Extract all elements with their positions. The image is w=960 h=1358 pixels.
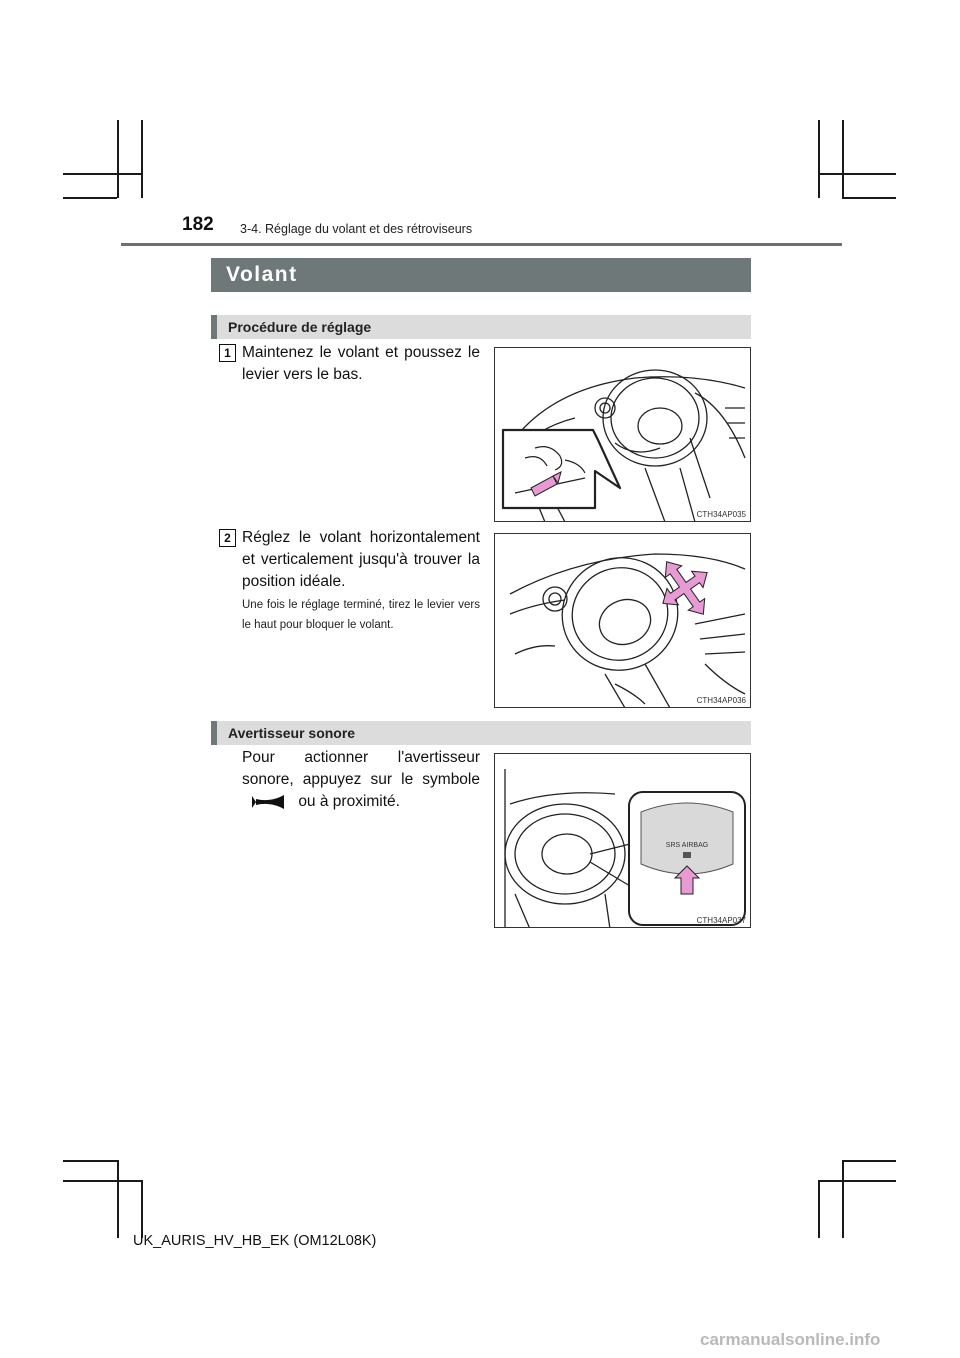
figure-horn <box>494 753 751 928</box>
step-1-text: Maintenez le volant et poussez le levier vers le bas. <box>242 344 480 383</box>
crop-mark <box>818 173 896 175</box>
crop-mark <box>818 1180 896 1182</box>
airbag-label: SRS AIRBAG <box>665 842 709 849</box>
crop-mark <box>63 197 117 199</box>
crop-mark <box>842 1160 896 1162</box>
crop-mark <box>63 1160 117 1162</box>
figure-steering-adjust <box>494 533 751 708</box>
figure-steering-lever <box>494 347 751 522</box>
step-2-note: Une fois le réglage terminé, tirez le levier vers le haut pour bloquer le volant. <box>242 599 480 631</box>
procedure-heading: Procédure de réglage <box>211 315 751 339</box>
horn-heading: Avertisseur sonore <box>211 721 751 745</box>
crop-mark <box>818 1180 820 1238</box>
step-2-text: Réglez le volant horizontalement et verticalement jusqu'à trouver la position idéale. <box>242 529 480 590</box>
breadcrumb: 3-4. Réglage du volant et des rétroviseurs <box>240 222 473 236</box>
header-rule <box>121 243 842 246</box>
crop-mark <box>818 120 820 198</box>
crop-mark <box>117 120 119 198</box>
crop-mark <box>842 197 896 199</box>
horn-icon <box>242 793 294 811</box>
steering-adjust-illustration <box>495 534 751 708</box>
crop-mark <box>117 1160 119 1238</box>
crop-mark <box>63 1180 141 1182</box>
horn-text-after: ou à proximité. <box>298 793 400 810</box>
step-badge-1: 1 <box>219 344 236 362</box>
horn-text-before: Pour actionner l'avertisseur sonore, appuyez sur le symbole <box>242 749 480 788</box>
step-badge-2: 2 <box>219 529 236 547</box>
horn-illustration <box>495 754 751 928</box>
crop-mark <box>842 1160 844 1238</box>
steering-lever-illustration <box>495 348 751 522</box>
page-number: 182 <box>182 214 214 235</box>
crop-mark <box>141 120 143 198</box>
horn-text <box>242 747 480 813</box>
document-code: UK_AURIS_HV_HB_EK (OM12L08K) <box>133 1233 377 1249</box>
crop-mark <box>141 1180 143 1238</box>
crop-mark <box>63 173 141 175</box>
figure-code: CTH34AP036 <box>696 696 746 705</box>
figure-code: CTH34AP035 <box>696 510 746 519</box>
crop-mark <box>842 120 844 198</box>
section-title: Volant <box>211 258 751 292</box>
watermark: carmanualsonline.info <box>700 1330 881 1349</box>
figure-code: CTH34AP037 <box>696 916 746 925</box>
